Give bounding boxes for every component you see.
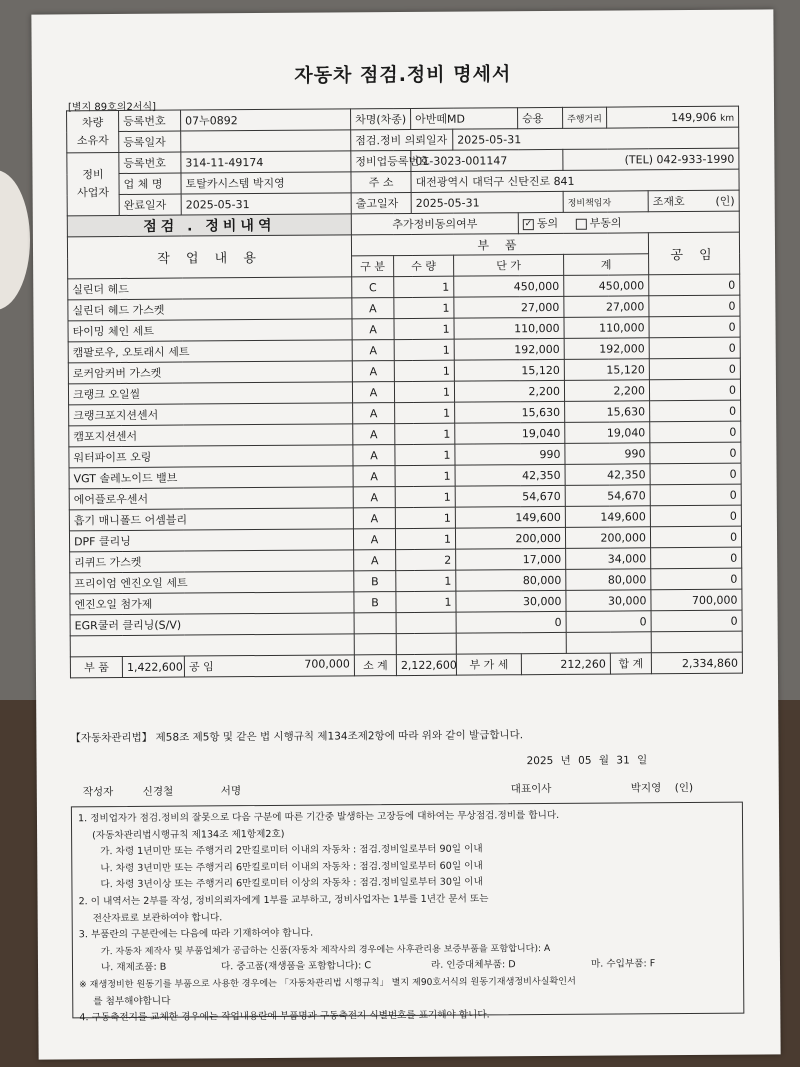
item-name: 캠팔로우, 오토래시 세트 [68,340,352,363]
agree-checkbox[interactable]: ✓ [524,218,533,229]
subtotal-label: 소 계 [354,655,396,676]
item-total: 110,000 [564,317,649,339]
item-qty: 1 [394,297,454,318]
item-name: EGR쿨러 클리닝(S/V) [70,613,354,636]
item-kind: B [354,592,396,613]
item-labor: 0 [649,358,740,380]
release-date: 2025-05-31 [411,191,563,213]
item-labor: 700,000 [651,589,742,611]
manager-value: 조재호 (인) [648,190,739,212]
note-line: 가. 자동차 제작사 및 부품업체가 공급하는 신품(자동차 제작사의 경우에는 사후관리용 보증부품을 포함합니다): A [100,943,551,957]
item-kind: A [352,319,394,340]
parts-header: 부 품 [351,233,648,256]
note-line: 3. 부품란의 구분란에는 다음에 따라 기재하여야 합니다. [78,927,314,941]
release-label: 출고일자 [351,192,411,213]
item-qty: 1 [394,276,454,297]
owner-label: 차량 소유자 [67,110,119,152]
signature-line [71,780,743,801]
item-total: 27,000 [564,296,649,318]
complete-date: 2025-05-31 [181,193,351,215]
item-labor: 0 [650,484,741,506]
item-unit-price: 19,040 [455,422,565,444]
note-line: (자동차관리법시행규칙 제134조 제1항제2호) [92,828,285,841]
item-total: 15,630 [565,401,650,423]
item-total: 30,000 [566,590,651,612]
item-kind: A [352,382,394,403]
item-unit-price: 17,000 [456,548,566,570]
mileage-value: 149,906 km [607,106,739,128]
item-kind: A [353,487,395,508]
item-unit-price: 15,120 [454,359,564,381]
labor-sum-cell: 공 임 700,000 [184,655,354,677]
item-kind: A [352,361,394,382]
request-date: 2025-05-31 [453,127,739,150]
sign-label: 서명 [220,785,242,798]
note-line: 다. 차령 3년이상 또는 주행거리 6만킬로미터 이상의 자동차 : 점검.정비일로부터 30일 이내 [100,876,483,891]
item-qty: 1 [395,444,455,465]
item-qty: 1 [395,528,455,549]
note-line: 2. 이 내역서는 2부를 작성, 정비의뢰자에게 1부를 교부하고, 정비사업자는 1부를 1년간 문서 또는 [78,893,489,908]
consent-label: 추가정비동의여부 [351,213,518,235]
item-total: 450,000 [564,275,649,297]
note-line: ※ 재생정비한 원동기를 부품으로 사용한 경우에는 「자동차관리법 시행규칙」 별지 제90호서식의 원동기재생정비사실확인서 [79,976,576,991]
item-qty: 1 [395,486,455,507]
invoice-sheet [31,9,780,1059]
item-qty: 1 [394,318,454,339]
item-unit-price [456,632,566,654]
item-unit-price: 0 [456,611,566,633]
col-qty: 수 량 [394,255,454,276]
shop-tel: (TEL) 042-933-1990 [563,148,739,170]
model-value: 아반떼MD [411,108,518,130]
owner-reg-no: 07누0892 [181,109,351,131]
item-kind: B [354,571,396,592]
shop-label: 정비 사업자 [67,152,119,215]
item-name: 로커암커버 가스켓 [68,361,352,384]
item-name: DPF 클리닝 [69,529,353,552]
col-kind: 구 분 [352,256,394,277]
item-total: 200,000 [565,527,650,549]
grand-total: 2,334,860 [651,652,742,674]
item-name [70,634,354,657]
notes-box [71,802,744,1024]
rep-seal: (인) [674,782,694,795]
item-unit-price: 27,000 [454,296,564,318]
mileage-label: 주행거리 [563,107,607,128]
item-total: 0 [566,611,651,633]
item-total [566,632,651,654]
item-unit-price: 990 [455,443,565,465]
item-kind: C [352,277,394,298]
item-kind: A [352,340,394,361]
col-unit: 단 가 [454,254,564,276]
document-title: 자동차 점검.정비 명세서 [294,63,512,87]
item-kind [354,613,396,634]
parts-sum-label: 부 품 [70,656,122,677]
writer-label: 작성자 [82,786,114,799]
item-qty: 1 [395,465,455,486]
item-kind: A [353,424,395,445]
complete-label: 완료일자 [119,194,181,215]
vat-label: 부 가 세 [456,654,521,675]
legal-statement: 【자동차관리법】 제58조 제5항 및 같은 법 시행규칙 제134조제2항에 따라 위와 같이 발급합니다. [70,729,524,745]
item-qty: 1 [395,507,455,528]
vat: 212,260 [521,653,610,675]
shop-reg-label: 등록번호 [119,152,181,173]
item-name: 에어플로우센서 [69,487,353,510]
item-kind: A [353,466,395,487]
owner-reg-label: 등록번호 [119,110,181,131]
item-name: 엔진오일 첨가제 [70,592,354,615]
note-line: 가. 차령 1년미만 또는 주행거리 2만킬로미터 이내의 자동차 : 점검.정비일로부터 90일 이내 [100,843,483,858]
item-unit-price: 200,000 [455,527,565,549]
item-total: 19,040 [565,422,650,444]
issue-date: 2025 년 05 월 31 일 [526,754,648,768]
work-header: 작 업 내 용 [67,235,351,279]
rep-label: 대표이사 [510,782,552,796]
note-line: 1. 정비업자가 점검.정비의 잘못으로 다음 구분에 따른 기간중 발생하는 고장등에 대하여는 무상점검.정비를 합니다. [77,809,560,825]
item-name: 워터파이프 오링 [69,445,353,468]
item-unit-price: 192,000 [454,338,564,360]
invoice-table [66,106,743,679]
item-qty [396,633,456,654]
item-labor: 0 [651,547,742,569]
item-name: 크랭크포지션센서 [69,403,353,426]
car-type: 승용 [518,107,563,128]
item-qty [396,612,456,633]
owner-regdate-label: 등록일자 [119,131,181,152]
manager-label: 정비책임자 [563,191,648,213]
item-qty: 2 [396,549,456,570]
item-labor: 0 [650,505,741,527]
item-unit-price: 42,350 [455,464,565,486]
item-labor: 0 [650,442,741,464]
item-name: VGT 솔레노이드 밸브 [69,466,353,489]
item-unit-price: 450,000 [454,275,564,297]
note-line: 나. 차령 3년미만 또는 주행거리 6만킬로미터 이내의 자동차 : 점검.정비일로부터 60일 이내 [100,860,483,874]
disagree-checkbox[interactable] [576,218,587,229]
owner-regdate [181,130,351,152]
item-name: 흡기 매니폴드 어셈블리 [69,508,353,531]
item-unit-price: 80,000 [456,569,566,591]
company-name: 토탈카시스템 박지영 [181,172,351,194]
model-label: 차명(차종) [351,108,411,129]
form-number: [별지 89호의2서식] [67,101,157,114]
biz-reg-no: 01-3023-001147 [411,149,563,171]
item-labor: 0 [649,316,740,338]
item-kind: A [353,508,395,529]
item-labor: 0 [651,610,742,632]
rep-name: 박지영 [630,782,662,795]
item-qty: 1 [396,570,456,591]
item-kind: A [354,550,396,571]
labor-header: 공 임 [648,232,739,275]
item-labor: 0 [651,568,742,590]
item-name: 타이밍 체인 세트 [68,319,352,342]
request-date-label: 점검.정비 의뢰일자 [351,129,453,151]
item-kind [354,634,396,655]
note-line: 전산자료로 보관하여야 합니다. [92,911,223,924]
item-qty: 1 [394,381,454,402]
item-kind: A [353,445,395,466]
item-labor: 0 [649,337,740,359]
item-labor: 0 [650,400,741,422]
company-label: 업 체 명 [119,173,181,194]
grand-total-label: 합 계 [610,653,651,674]
biz-reg-label: 정비업등록번호 [351,150,411,171]
item-kind: A [352,298,394,319]
item-name: 실린더 헤드 가스켓 [68,298,352,321]
parts-sum: 1,422,600 [122,656,184,677]
item-labor: 0 [649,379,740,401]
item-qty: 1 [395,423,455,444]
item-labor: 0 [649,295,740,317]
item-unit-price: 110,000 [454,317,564,339]
item-labor: 0 [650,526,741,548]
item-total: 80,000 [566,569,651,591]
item-qty: 1 [394,360,454,381]
item-name: 실린더 헤드 [68,277,352,300]
item-name: 크랭크 오일씰 [68,382,352,405]
item-total: 990 [565,443,650,465]
item-total: 34,000 [566,548,651,570]
item-total: 54,670 [565,485,650,507]
item-labor [651,631,742,653]
note-line: 4. 구동축전지를 교체한 경우에는 작업내용란에 부품명과 구동축전지 식별번호를 표기해야 합니다. [79,1009,490,1024]
item-name: 리퀴드 가스켓 [70,550,354,573]
item-unit-price: 149,600 [455,506,565,528]
item-name: 프리이엄 엔진오일 세트 [70,571,354,594]
item-total: 149,600 [565,506,650,528]
item-labor: 0 [650,463,741,485]
address-value: 대전광역시 대덕구 신탄진로 841 [411,169,739,192]
note-line: 를 첨부해야합니다 [93,995,171,1007]
items-body [68,274,743,657]
item-kind: A [353,529,395,550]
item-unit-price: 30,000 [456,590,566,612]
item-qty: 1 [396,591,456,612]
item-qty: 1 [395,402,455,423]
address-label: 주 소 [351,171,411,192]
item-unit-price: 2,200 [454,380,564,402]
section-title: 점검 . 정비내역 [67,214,351,237]
writer-name: 신경철 [142,785,174,798]
item-kind: A [353,403,395,424]
shop-reg-no: 314-11-49174 [181,151,351,173]
item-total: 15,120 [564,359,649,381]
item-unit-price: 54,670 [455,485,565,507]
note-line: 나. 재제조품: B 다. 중고품(재생품을 포함합니다): C 라. 인증대체부품: D 마. 수입부품: F [100,958,656,974]
col-total: 계 [564,254,649,276]
item-total: 42,350 [565,464,650,486]
item-labor: 0 [650,421,741,443]
item-name: 캠포지션센서 [69,424,353,447]
item-total: 2,200 [564,380,649,402]
consent-options: ✓ 동의 부동의 [518,211,739,234]
subtotal: 2,122,600 [396,654,456,675]
item-total: 192,000 [564,338,649,360]
item-unit-price: 15,630 [455,401,565,423]
item-qty: 1 [394,339,454,360]
item-labor: 0 [649,274,740,296]
